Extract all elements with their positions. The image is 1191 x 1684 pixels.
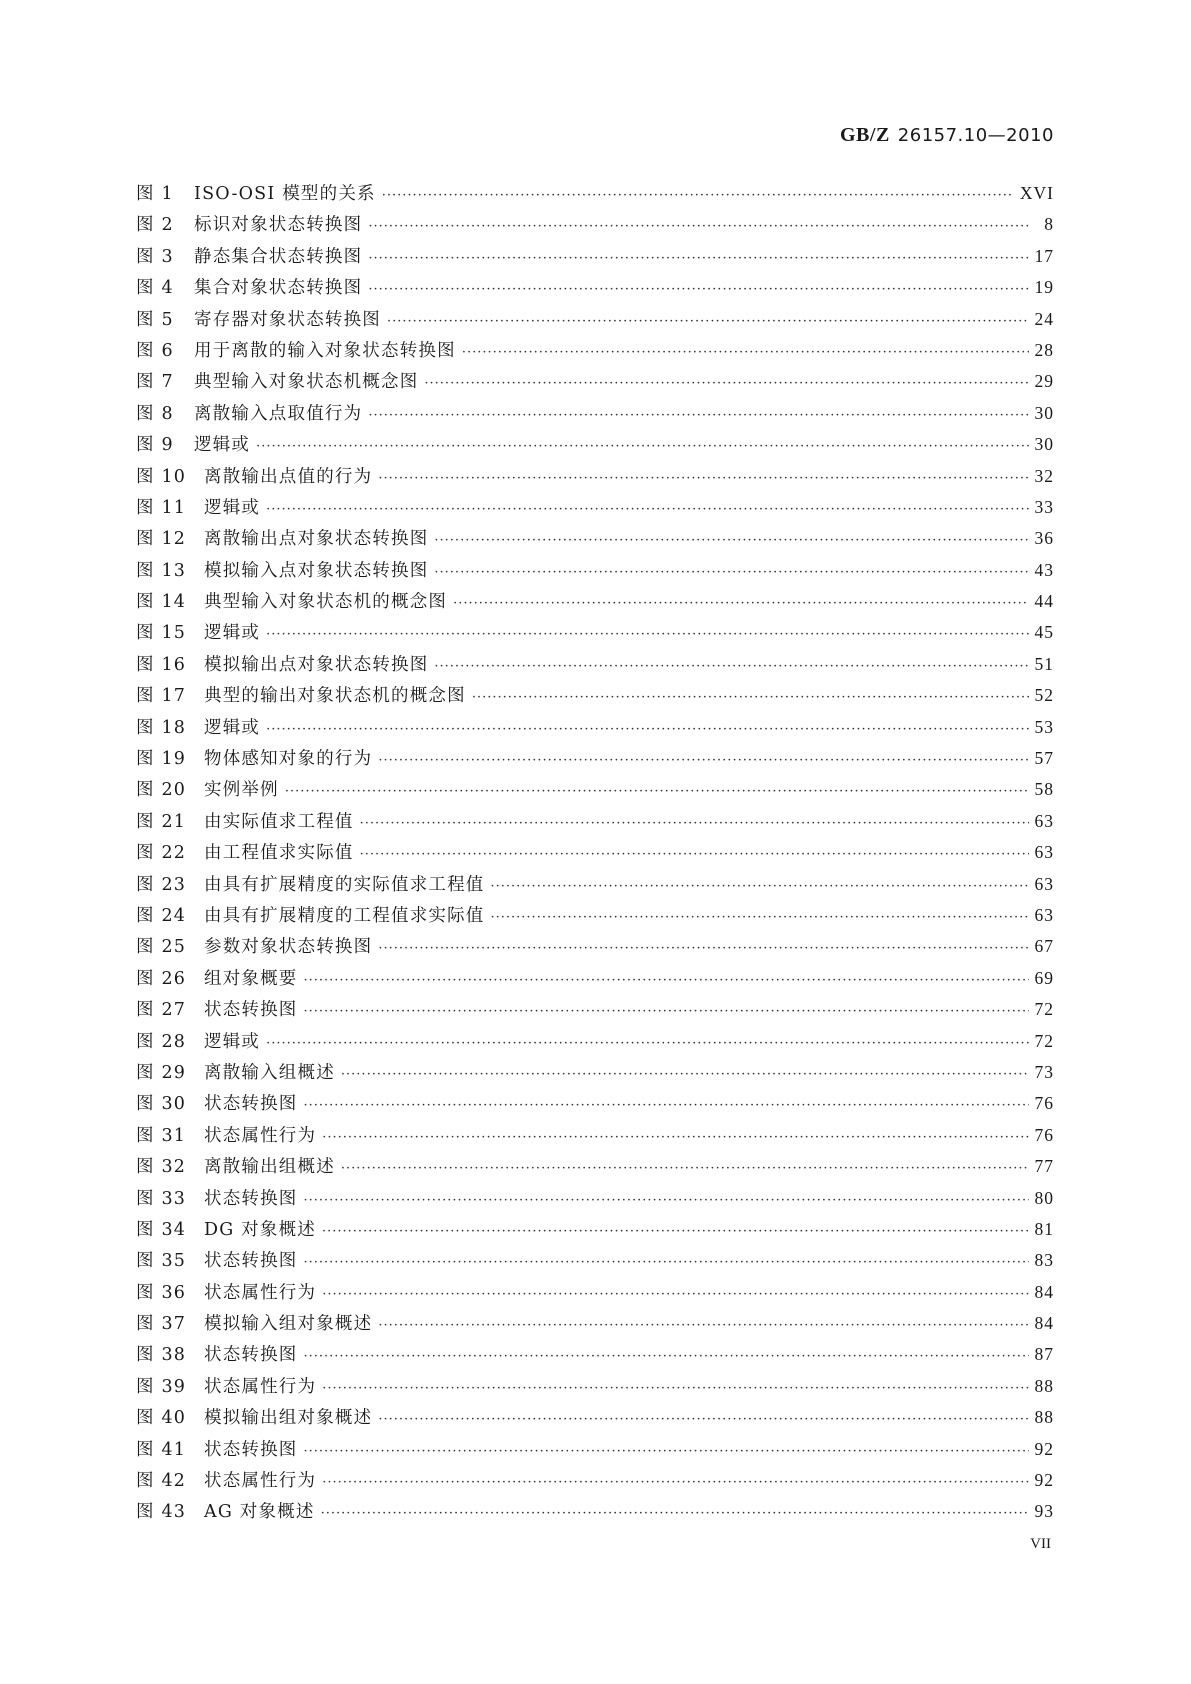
figure-title: 实例举例: [204, 780, 279, 801]
figure-page-number: 32: [1034, 465, 1054, 486]
figure-page-number: 92: [1034, 1438, 1054, 1459]
figure-page-number: 84: [1034, 1281, 1054, 1302]
figure-page-number: 76: [1034, 1124, 1054, 1145]
figure-label: 图 29: [136, 1062, 187, 1083]
figure-label: 图 30: [136, 1094, 187, 1115]
figure-label: 图 3: [136, 246, 174, 267]
figure-label: 图 26: [136, 968, 187, 989]
figure-page-number: 63: [1034, 904, 1054, 925]
figure-page-number: 73: [1034, 1061, 1054, 1082]
figure-label: 图 10: [136, 466, 187, 487]
figure-label: 图 21: [136, 811, 187, 832]
toc-row[interactable]: [136, 1308, 1054, 1339]
figure-page-number: 43: [1034, 559, 1054, 580]
dot-leader: [360, 839, 1029, 870]
figure-title: 状态转换图: [204, 1345, 298, 1366]
figure-title: 由具有扩展精度的实际值求工程值: [204, 874, 485, 895]
figure-page-number: 77: [1034, 1156, 1054, 1177]
toc-row[interactable]: [136, 178, 1054, 209]
figure-label: 图 38: [136, 1345, 187, 1366]
figure-title: 状态转换图: [204, 1251, 298, 1272]
toc-row[interactable]: [136, 963, 1054, 994]
toc-row[interactable]: [136, 900, 1054, 931]
toc-row[interactable]: [136, 1245, 1054, 1276]
dot-leader: [266, 714, 1028, 745]
dot-leader: [304, 1247, 1029, 1278]
dot-leader: [304, 996, 1029, 1027]
dot-leader: [378, 463, 1028, 494]
figure-page-number: 45: [1034, 622, 1054, 643]
figure-title: 状态转换图: [204, 1000, 298, 1021]
toc-row[interactable]: [136, 523, 1054, 554]
figure-page-number: 51: [1034, 653, 1054, 674]
dot-leader: [322, 1216, 1029, 1247]
figure-page-number: 17: [1034, 245, 1054, 266]
dot-leader: [368, 274, 1028, 305]
figure-title: 状态属性行为: [204, 1125, 317, 1146]
dot-leader: [453, 588, 1028, 619]
toc-row[interactable]: [136, 209, 1054, 240]
page-header: [840, 124, 1054, 147]
toc-row[interactable]: [136, 837, 1054, 868]
figure-label: 图 28: [136, 1031, 187, 1052]
figure-title: 离散输出组概述: [204, 1157, 335, 1178]
figure-label: 图 15: [136, 623, 187, 644]
toc-row[interactable]: [136, 1151, 1054, 1182]
toc-row[interactable]: [136, 931, 1054, 962]
figure-label: 图 2: [136, 215, 174, 236]
figure-title: 状态属性行为: [204, 1376, 317, 1397]
figure-page-number: 19: [1034, 277, 1054, 298]
toc-row[interactable]: [136, 1120, 1054, 1151]
toc-row[interactable]: [136, 712, 1054, 743]
figure-label: 图 11: [136, 497, 187, 518]
figure-label: 图 5: [136, 309, 174, 330]
figure-page-number: 81: [1034, 1218, 1054, 1239]
figure-label: 图 27: [136, 1000, 187, 1021]
figure-title: 用于离散的输入对象状态转换图: [194, 340, 456, 361]
figure-page-number: 84: [1034, 1313, 1054, 1334]
figure-label: 图 18: [136, 717, 187, 738]
dot-leader: [256, 431, 1028, 462]
figure-title: 典型的输出对象状态机的概念图: [204, 686, 466, 707]
figure-page-number: 63: [1034, 842, 1054, 863]
dot-leader: [491, 902, 1029, 933]
dot-leader: [368, 243, 1028, 274]
toc-row[interactable]: [136, 1277, 1054, 1308]
figure-title: 模拟输出组对象概述: [204, 1408, 373, 1429]
figure-label: 图 9: [136, 435, 174, 456]
figure-page-number: 69: [1034, 967, 1054, 988]
figure-label: 图 35: [136, 1251, 187, 1272]
figure-title: 模拟输入点对象状态转换图: [204, 560, 429, 581]
figure-page-number: 72: [1034, 1030, 1054, 1051]
figure-label: 图 17: [136, 686, 187, 707]
figure-page-number: 8: [1044, 214, 1054, 235]
figure-title: 逻辑或: [194, 435, 251, 456]
dot-leader: [434, 557, 1028, 588]
figure-title: 状态属性行为: [204, 1471, 317, 1492]
figure-label: 图 33: [136, 1188, 187, 1209]
figure-page-number: 93: [1034, 1501, 1054, 1522]
toc-row[interactable]: [136, 649, 1054, 680]
dot-leader: [322, 1279, 1028, 1310]
figure-label: 图 20: [136, 780, 187, 801]
dot-leader: [491, 871, 1029, 902]
figure-label: 图 32: [136, 1157, 187, 1178]
figure-title: AG 对象概述: [204, 1502, 315, 1523]
figure-page-number: 88: [1034, 1375, 1054, 1396]
dot-leader: [321, 1498, 1029, 1529]
figure-title: 由工程值求实际值: [204, 843, 354, 864]
toc-row[interactable]: [136, 1402, 1054, 1433]
toc-row[interactable]: [136, 304, 1054, 335]
dot-leader: [341, 1059, 1029, 1090]
dot-leader: [304, 1185, 1029, 1216]
figure-label: 图 19: [136, 749, 187, 770]
dot-leader: [368, 400, 1028, 431]
figure-label: 图 24: [136, 905, 187, 926]
page-number: VII: [1030, 1536, 1051, 1552]
figure-title: 状态转换图: [204, 1094, 298, 1115]
toc-row[interactable]: [136, 272, 1054, 303]
figure-label: 图 31: [136, 1125, 187, 1146]
figure-label: 图 13: [136, 560, 187, 581]
figure-label: 图 39: [136, 1376, 187, 1397]
figure-label: 图 16: [136, 654, 187, 675]
figure-page-number: 72: [1034, 999, 1054, 1020]
figure-label: 图 25: [136, 937, 187, 958]
toc-row[interactable]: [136, 366, 1054, 397]
figure-title: 逻辑或: [204, 623, 261, 644]
dot-leader: [266, 619, 1028, 650]
toc-row[interactable]: [136, 1183, 1054, 1214]
toc-row[interactable]: [136, 680, 1054, 711]
toc-row[interactable]: [136, 1465, 1054, 1496]
figure-title: 组对象概要: [204, 968, 298, 989]
figure-title: 由实际值求工程值: [204, 811, 354, 832]
toc-row[interactable]: [136, 1214, 1054, 1245]
figure-page-number: 30: [1034, 434, 1054, 455]
figure-page-number: 24: [1034, 308, 1054, 329]
figure-title: 寄存器对象状态转换图: [194, 309, 381, 330]
figure-page-number: 88: [1034, 1407, 1054, 1428]
toc-row[interactable]: [136, 492, 1054, 523]
toc-row[interactable]: [136, 869, 1054, 900]
standard-code: GB/Z: [840, 124, 890, 146]
figure-title: 离散输入点取值行为: [194, 403, 363, 424]
figure-page-number: XVI: [1019, 183, 1054, 203]
dot-leader: [387, 306, 1029, 337]
figure-title: 状态转换图: [204, 1188, 298, 1209]
figure-page-number: 63: [1034, 810, 1054, 831]
dot-leader: [424, 368, 1028, 399]
figure-label: 图 42: [136, 1471, 187, 1492]
figure-label: 图 1: [136, 184, 174, 204]
figure-page-number: 53: [1034, 716, 1054, 737]
figure-page-number: 58: [1034, 779, 1054, 800]
figure-label: 图 8: [136, 403, 174, 424]
figure-label: 图 14: [136, 592, 187, 613]
toc-row[interactable]: [136, 398, 1054, 429]
figure-title: 物体感知对象的行为: [204, 749, 373, 770]
toc-row[interactable]: [136, 555, 1054, 586]
figure-title: 状态属性行为: [204, 1282, 317, 1303]
figure-label: 图 12: [136, 529, 187, 550]
figure-title: 由具有扩展精度的工程值求实际值: [204, 905, 485, 926]
toc-row[interactable]: [136, 994, 1054, 1025]
figure-label: 图 23: [136, 874, 187, 895]
figure-label: 图 43: [136, 1502, 187, 1523]
figure-title: 标识对象状态转换图: [194, 215, 363, 236]
figure-title: 离散输入组概述: [204, 1062, 335, 1083]
figure-label: 图 40: [136, 1408, 187, 1429]
toc-row[interactable]: [136, 429, 1054, 460]
figure-title: 模拟输入组对象概述: [204, 1314, 373, 1335]
dot-leader: [378, 1310, 1028, 1341]
dot-leader: [472, 682, 1029, 713]
figure-title: 状态转换图: [204, 1439, 298, 1460]
dot-leader: [462, 337, 1029, 368]
figure-title: 逻辑或: [204, 1031, 261, 1052]
figure-label: 图 36: [136, 1282, 187, 1303]
figure-title: 典型输入对象状态机概念图: [194, 372, 419, 393]
figure-label: 图 7: [136, 372, 174, 393]
figure-page-number: 30: [1034, 402, 1054, 423]
dot-leader: [378, 745, 1028, 776]
dot-leader: [266, 494, 1028, 525]
toc-row[interactable]: [136, 586, 1054, 617]
toc-row[interactable]: [136, 774, 1054, 805]
figure-page-number: 80: [1034, 1187, 1054, 1208]
figure-title: 离散输出点对象状态转换图: [204, 529, 429, 550]
toc-row[interactable]: [136, 1371, 1054, 1402]
dot-leader: [304, 1436, 1029, 1467]
toc-row[interactable]: [136, 1026, 1054, 1057]
dot-leader: [304, 1090, 1029, 1121]
figure-title: ISO-OSI 模型的关系: [194, 184, 376, 204]
dot-leader: [304, 1341, 1029, 1372]
dot-leader: [304, 965, 1029, 996]
toc-row[interactable]: [136, 1057, 1054, 1088]
figure-title: 集合对象状态转换图: [194, 278, 363, 299]
figure-page-number: 67: [1034, 936, 1054, 957]
dot-leader: [360, 808, 1029, 839]
toc-row[interactable]: [136, 335, 1054, 366]
dot-leader: [368, 211, 1030, 242]
figure-page-number: 29: [1034, 371, 1054, 392]
dot-leader: [434, 525, 1028, 556]
toc-row[interactable]: [136, 241, 1054, 272]
figure-label: 图 37: [136, 1314, 187, 1335]
figure-page-number: 57: [1034, 748, 1054, 769]
figure-page-number: 28: [1034, 339, 1054, 360]
figure-title: 逻辑或: [204, 717, 261, 738]
toc-row[interactable]: [136, 806, 1054, 837]
toc-row[interactable]: [136, 1088, 1054, 1119]
figure-label: 图 22: [136, 843, 187, 864]
dot-leader: [285, 776, 1029, 807]
figure-page-number: 92: [1034, 1470, 1054, 1491]
toc-row[interactable]: [136, 617, 1054, 648]
figure-title: 静态集合状态转换图: [194, 246, 363, 267]
toc-row[interactable]: [136, 1339, 1054, 1370]
toc-row[interactable]: [136, 461, 1054, 492]
dot-leader: [322, 1122, 1028, 1153]
dot-leader: [382, 180, 1014, 211]
figure-title: 离散输出点值的行为: [204, 466, 373, 487]
figure-page-number: 63: [1034, 873, 1054, 894]
figure-title: DG 对象概述: [204, 1219, 316, 1240]
figure-page-number: 33: [1034, 496, 1054, 517]
figure-title: 典型输入对象状态机的概念图: [204, 592, 448, 613]
figure-label: 图 6: [136, 340, 174, 361]
dot-leader: [322, 1373, 1028, 1404]
figure-page-number: 76: [1034, 1093, 1054, 1114]
figure-page-number: 36: [1034, 528, 1054, 549]
standard-number: 26157.10—2010: [897, 125, 1054, 146]
figure-label: 图 41: [136, 1439, 187, 1460]
dot-leader: [341, 1153, 1029, 1184]
figure-title: 参数对象状态转换图: [204, 937, 373, 958]
toc-row[interactable]: [136, 1496, 1054, 1527]
figure-title: 逻辑或: [204, 497, 261, 518]
dot-leader: [378, 1404, 1028, 1435]
figure-title: 模拟输出点对象状态转换图: [204, 654, 429, 675]
dot-leader: [266, 1028, 1028, 1059]
figure-page-number: 83: [1034, 1250, 1054, 1271]
figure-page-number: 52: [1034, 685, 1054, 706]
figure-label: 图 34: [136, 1219, 187, 1240]
dot-leader: [378, 933, 1028, 964]
figure-page-number: 44: [1034, 591, 1054, 612]
toc-row[interactable]: [136, 1434, 1054, 1465]
dot-leader: [322, 1467, 1028, 1498]
figure-page-number: 87: [1034, 1344, 1054, 1365]
figure-label: 图 4: [136, 278, 174, 299]
figure-list: [136, 178, 1054, 1528]
dot-leader: [434, 651, 1028, 682]
toc-row[interactable]: [136, 743, 1054, 774]
